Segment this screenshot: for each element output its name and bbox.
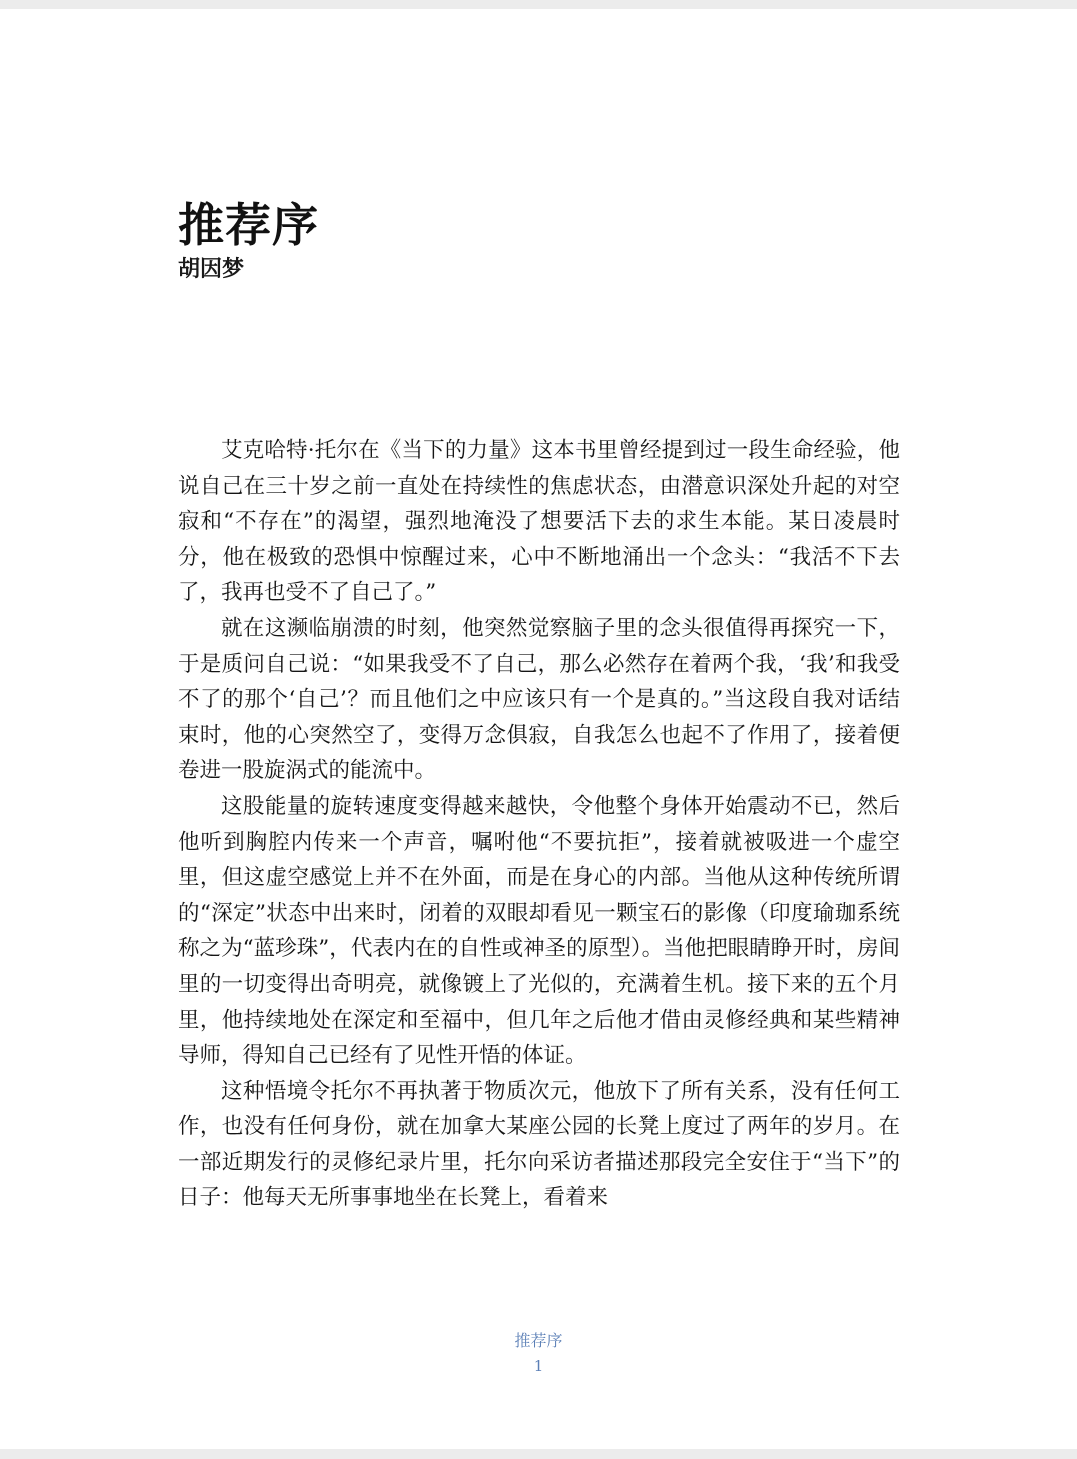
- page-footer: [0, 1328, 1077, 1378]
- document-page: [0, 9, 1077, 1449]
- chapter-title: 推荐序: [178, 198, 319, 252]
- author-name: 胡因梦: [178, 257, 245, 282]
- paragraph: 就在这濒临崩溃的时刻，他突然觉察脑子里的念头很值得再探究一下，于是质问自己说：“如果我受不了自己，那么必然存在着两个我，‘我’和我受不了的那个‘自己’？而且他们之中应该只有一个是真的。”当这段自我对话结束时，他的心突然空了，变得万念俱寂，自我怎么也起不了作用了，接着便卷进一股旋涡式的能流中。: [178, 615, 900, 784]
- paragraph: 这股能量的旋转速度变得越来越快，令他整个身体开始震动不已，然后他听到胸腔内传来一个声音，嘱咐他“不要抗拒”，接着就被吸进一个虚空里，但这虚空感觉上并不在外面，而是在身心的内部。当他从这种传统所谓的“深定”状态中出来时，闭着的双眼却看见一颗宝石的影像（印度瑜珈系统称之为“蓝珍珠”，代表内在的自性或神圣的原型）。当他把眼睛睁开时，房间里的一切变得出奇明亮，就像镀上了光似的，充满着生机。接下来的五个月里，他持续地处在深定和至福中，但几年之后他才借由灵修经典和某些精神导师，得知自己已经有了见性开悟的体证。: [178, 793, 900, 1069]
- paragraph: 艾克哈特·托尔在《当下的力量》这本书里曾经提到过一段生命经验，他说自己在三十岁之前一直处在持续性的焦虑状态，由潜意识深处升起的对空寂和“不存在”的渴望，强烈地淹没了想要活下去的求生本能。某日凌晨时分，他在极致的恐惧中惊醒过来，心中不断地涌出一个念头：“我活不下去了，我再也受不了自己了。”: [178, 438, 900, 606]
- paragraph: 这种悟境令托尔不再执著于物质次元，他放下了所有关系，没有任何工作，也没有任何身份，就在加拿大某座公园的长凳上度过了两年的岁月。在一部近期发行的灵修纪录片里，托尔向采访者描述那段完全安住于“当下”的日子：他每天无所事事地坐在长凳上，看着来: [178, 1078, 900, 1211]
- footer-running-title: 推荐序: [514, 1331, 563, 1350]
- page-number: 1: [533, 1357, 544, 1375]
- body-text: [178, 433, 900, 1216]
